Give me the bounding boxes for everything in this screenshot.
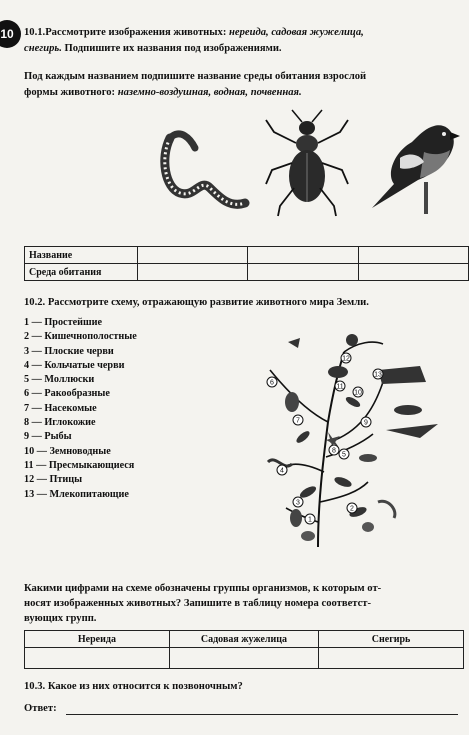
table-header-cell: Нереида — [25, 631, 170, 648]
tree-label: 4 — [280, 467, 284, 475]
q2-title: 10.2. Рассмотрите схему, отражающую развитие животного мира Земли. — [24, 297, 369, 308]
names-habitats-table — [24, 246, 469, 281]
legend-item: 9 — Рыбы — [24, 431, 72, 443]
legend-item: 3 — Плоские черви — [24, 345, 114, 357]
tree-label: 9 — [364, 419, 368, 427]
legend-item: 2 — Кишечнополостные — [24, 331, 137, 343]
legend-list — [24, 316, 244, 502]
table-row — [25, 247, 469, 264]
legend-item: 12 — Птицы — [24, 474, 83, 486]
answer-cell[interactable] — [248, 247, 358, 264]
q1-title-suffix: Подпишите их названия под изображениями. — [61, 43, 282, 54]
answer-cell[interactable] — [138, 247, 248, 264]
tree-label: 11 — [336, 383, 344, 391]
legend-item: 4 — Кольчатые черви — [24, 359, 125, 371]
table-header-cell: Садовая жужелица — [169, 631, 318, 648]
answer-cell[interactable] — [25, 648, 170, 669]
answer-cell[interactable] — [138, 264, 248, 281]
tree-label: 7 — [296, 417, 300, 425]
legend-item: 5 — Моллюски — [24, 374, 95, 386]
tree-label: 8 — [332, 447, 336, 455]
q1-para-line1: Под каждым названием подпишите название среды обитания взрослой — [24, 71, 367, 82]
q1-para-envs: наземно-воздушная, водная, почвенная. — [117, 87, 302, 98]
answer-cell[interactable] — [248, 264, 358, 281]
answer-cell[interactable] — [358, 264, 468, 281]
task-number-badge: 10 — [0, 20, 21, 48]
q1-title-animals-2: снегирь. — [24, 43, 62, 54]
beetle-icon — [262, 108, 352, 218]
legend-item: 7 — Насекомые — [24, 402, 97, 414]
tree-label: 1 — [308, 516, 312, 524]
table-header-row — [25, 631, 464, 648]
tree-label: 10 — [354, 389, 362, 397]
q1-title — [24, 26, 469, 41]
answer-cell[interactable] — [169, 648, 318, 669]
answer-cell[interactable] — [319, 648, 464, 669]
bird-icon — [364, 112, 460, 216]
evolution-tree-diagram — [248, 322, 448, 554]
answer-line[interactable] — [66, 713, 458, 715]
q1-para-prefix: формы животного: — [24, 87, 118, 98]
table-row — [25, 648, 464, 669]
q2-question-line3: вующих групп. — [24, 613, 97, 624]
answer-label: Ответ: — [24, 703, 57, 714]
legend-item: 8 — Иглокожие — [24, 417, 96, 429]
q1-title-animals-1: нереида, садовая жужелица, — [229, 27, 364, 38]
tree-label: 3 — [296, 499, 300, 507]
table-row — [25, 264, 469, 281]
legend-item: 6 — Ракообразные — [24, 388, 110, 400]
tree-label: 12 — [342, 355, 350, 363]
q1-title-prefix: 10.1.Рассмотрите изображения животных: — [24, 27, 230, 38]
answer-cell[interactable] — [358, 247, 468, 264]
tree-label: 2 — [350, 505, 354, 513]
legend-item: 11 — Пресмыкающиеся — [24, 459, 135, 471]
table-label-habitat: Среда обитания — [25, 264, 138, 281]
q2-question-line1: Какими цифрами на схеме обозначены группы организмов, к которым от- — [24, 583, 382, 594]
q1-para-line2 — [24, 86, 469, 101]
tree-label: 6 — [270, 379, 274, 387]
legend-item: 13 — Млекопитающие — [24, 488, 129, 500]
tree-label: 5 — [342, 451, 346, 459]
group-numbers-table — [24, 630, 464, 669]
q1-title-line2 — [24, 42, 469, 57]
worm-icon — [150, 118, 250, 218]
legend-item: 1 — Простейшие — [24, 317, 102, 328]
table-label-name: Название — [25, 247, 138, 264]
q2-question-line2: носят изображенных животных? Запишите в таблицу номера соответст- — [24, 598, 372, 609]
table-header-cell: Снегирь — [319, 631, 464, 648]
tree-label: 13 — [374, 371, 382, 379]
q3-title: 10.3. Какое из них относится к позвоночным? — [24, 681, 243, 692]
legend-item: 10 — Земноводные — [24, 445, 111, 457]
